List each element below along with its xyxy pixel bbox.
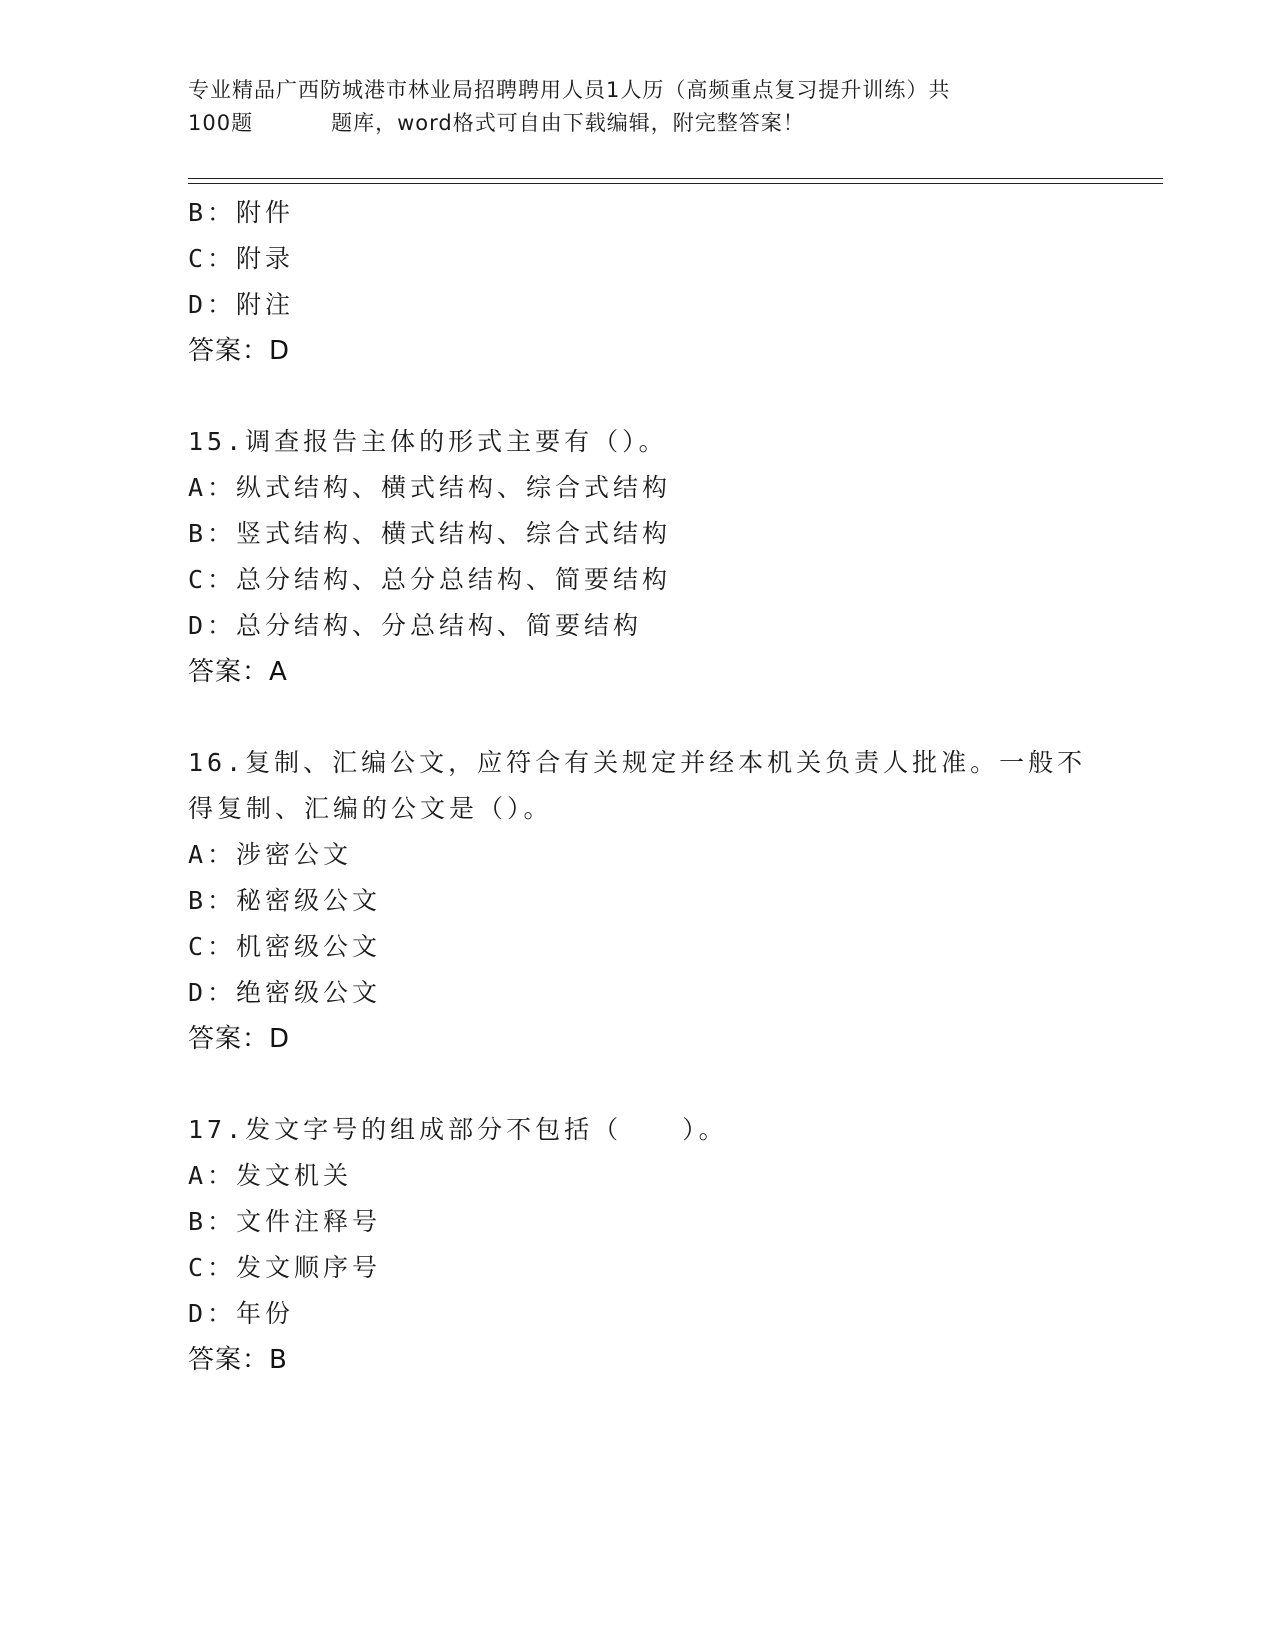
question-list [188, 190, 1088, 1383]
question-text-line2: 得复制、汇编的公文是（）。 [188, 794, 553, 823]
answer: 答案：D [188, 336, 291, 366]
header-question-count: 100题 [188, 111, 254, 135]
option-a: A：涉密公文 [188, 840, 353, 869]
option-c: C：发文顺序号 [188, 1253, 382, 1282]
header-divider-bottom [188, 183, 1163, 184]
answer: 答案：A [188, 657, 288, 687]
answer: 答案：B [188, 1345, 288, 1375]
question-text-line1: 16.复制、汇编公文，应符合有关规定并经本机关负责人批准。一般不 [188, 748, 1087, 777]
question-14-tail [188, 190, 1088, 374]
header-title-line2 [188, 107, 1088, 140]
question-16 [188, 740, 1088, 1062]
option-d: D：总分结构、分总结构、简要结构 [188, 611, 643, 640]
question-text-start: 17.发文字号的组成部分不包括（ [188, 1115, 623, 1144]
option-d: D：附注 [188, 290, 295, 319]
question-text [188, 1107, 1088, 1153]
option-c: C：总分结构、总分总结构、简要结构 [188, 565, 672, 594]
header-description: 题库，word格式可自由下载编辑，附完整答案！ [331, 111, 805, 135]
option-b: B：秘密级公文 [188, 886, 382, 915]
option-d: D：绝密级公文 [188, 978, 382, 1007]
option-b: B：附件 [188, 198, 295, 227]
document-header [188, 74, 1088, 140]
answer: 答案：D [188, 1024, 291, 1054]
option-c: C：附录 [188, 244, 295, 273]
question-17 [188, 1107, 1088, 1383]
option-b: B：文件注释号 [188, 1207, 382, 1236]
question-text-end: ）。 [682, 1115, 728, 1144]
option-b: B：竖式结构、横式结构、综合式结构 [188, 519, 672, 548]
option-a: A：发文机关 [188, 1161, 353, 1190]
question-15 [188, 419, 1088, 695]
option-c: C：机密级公文 [188, 932, 382, 961]
question-text: 15.调查报告主体的形式主要有（）。 [188, 427, 668, 456]
option-a: A：纵式结构、横式结构、综合式结构 [188, 473, 672, 502]
header-title-line1: 专业精品广西防城港市林业局招聘聘用人员1人历（高频重点复习提升训练）共 [188, 78, 951, 102]
option-d: D：年份 [188, 1299, 295, 1328]
header-divider-top [188, 178, 1163, 179]
